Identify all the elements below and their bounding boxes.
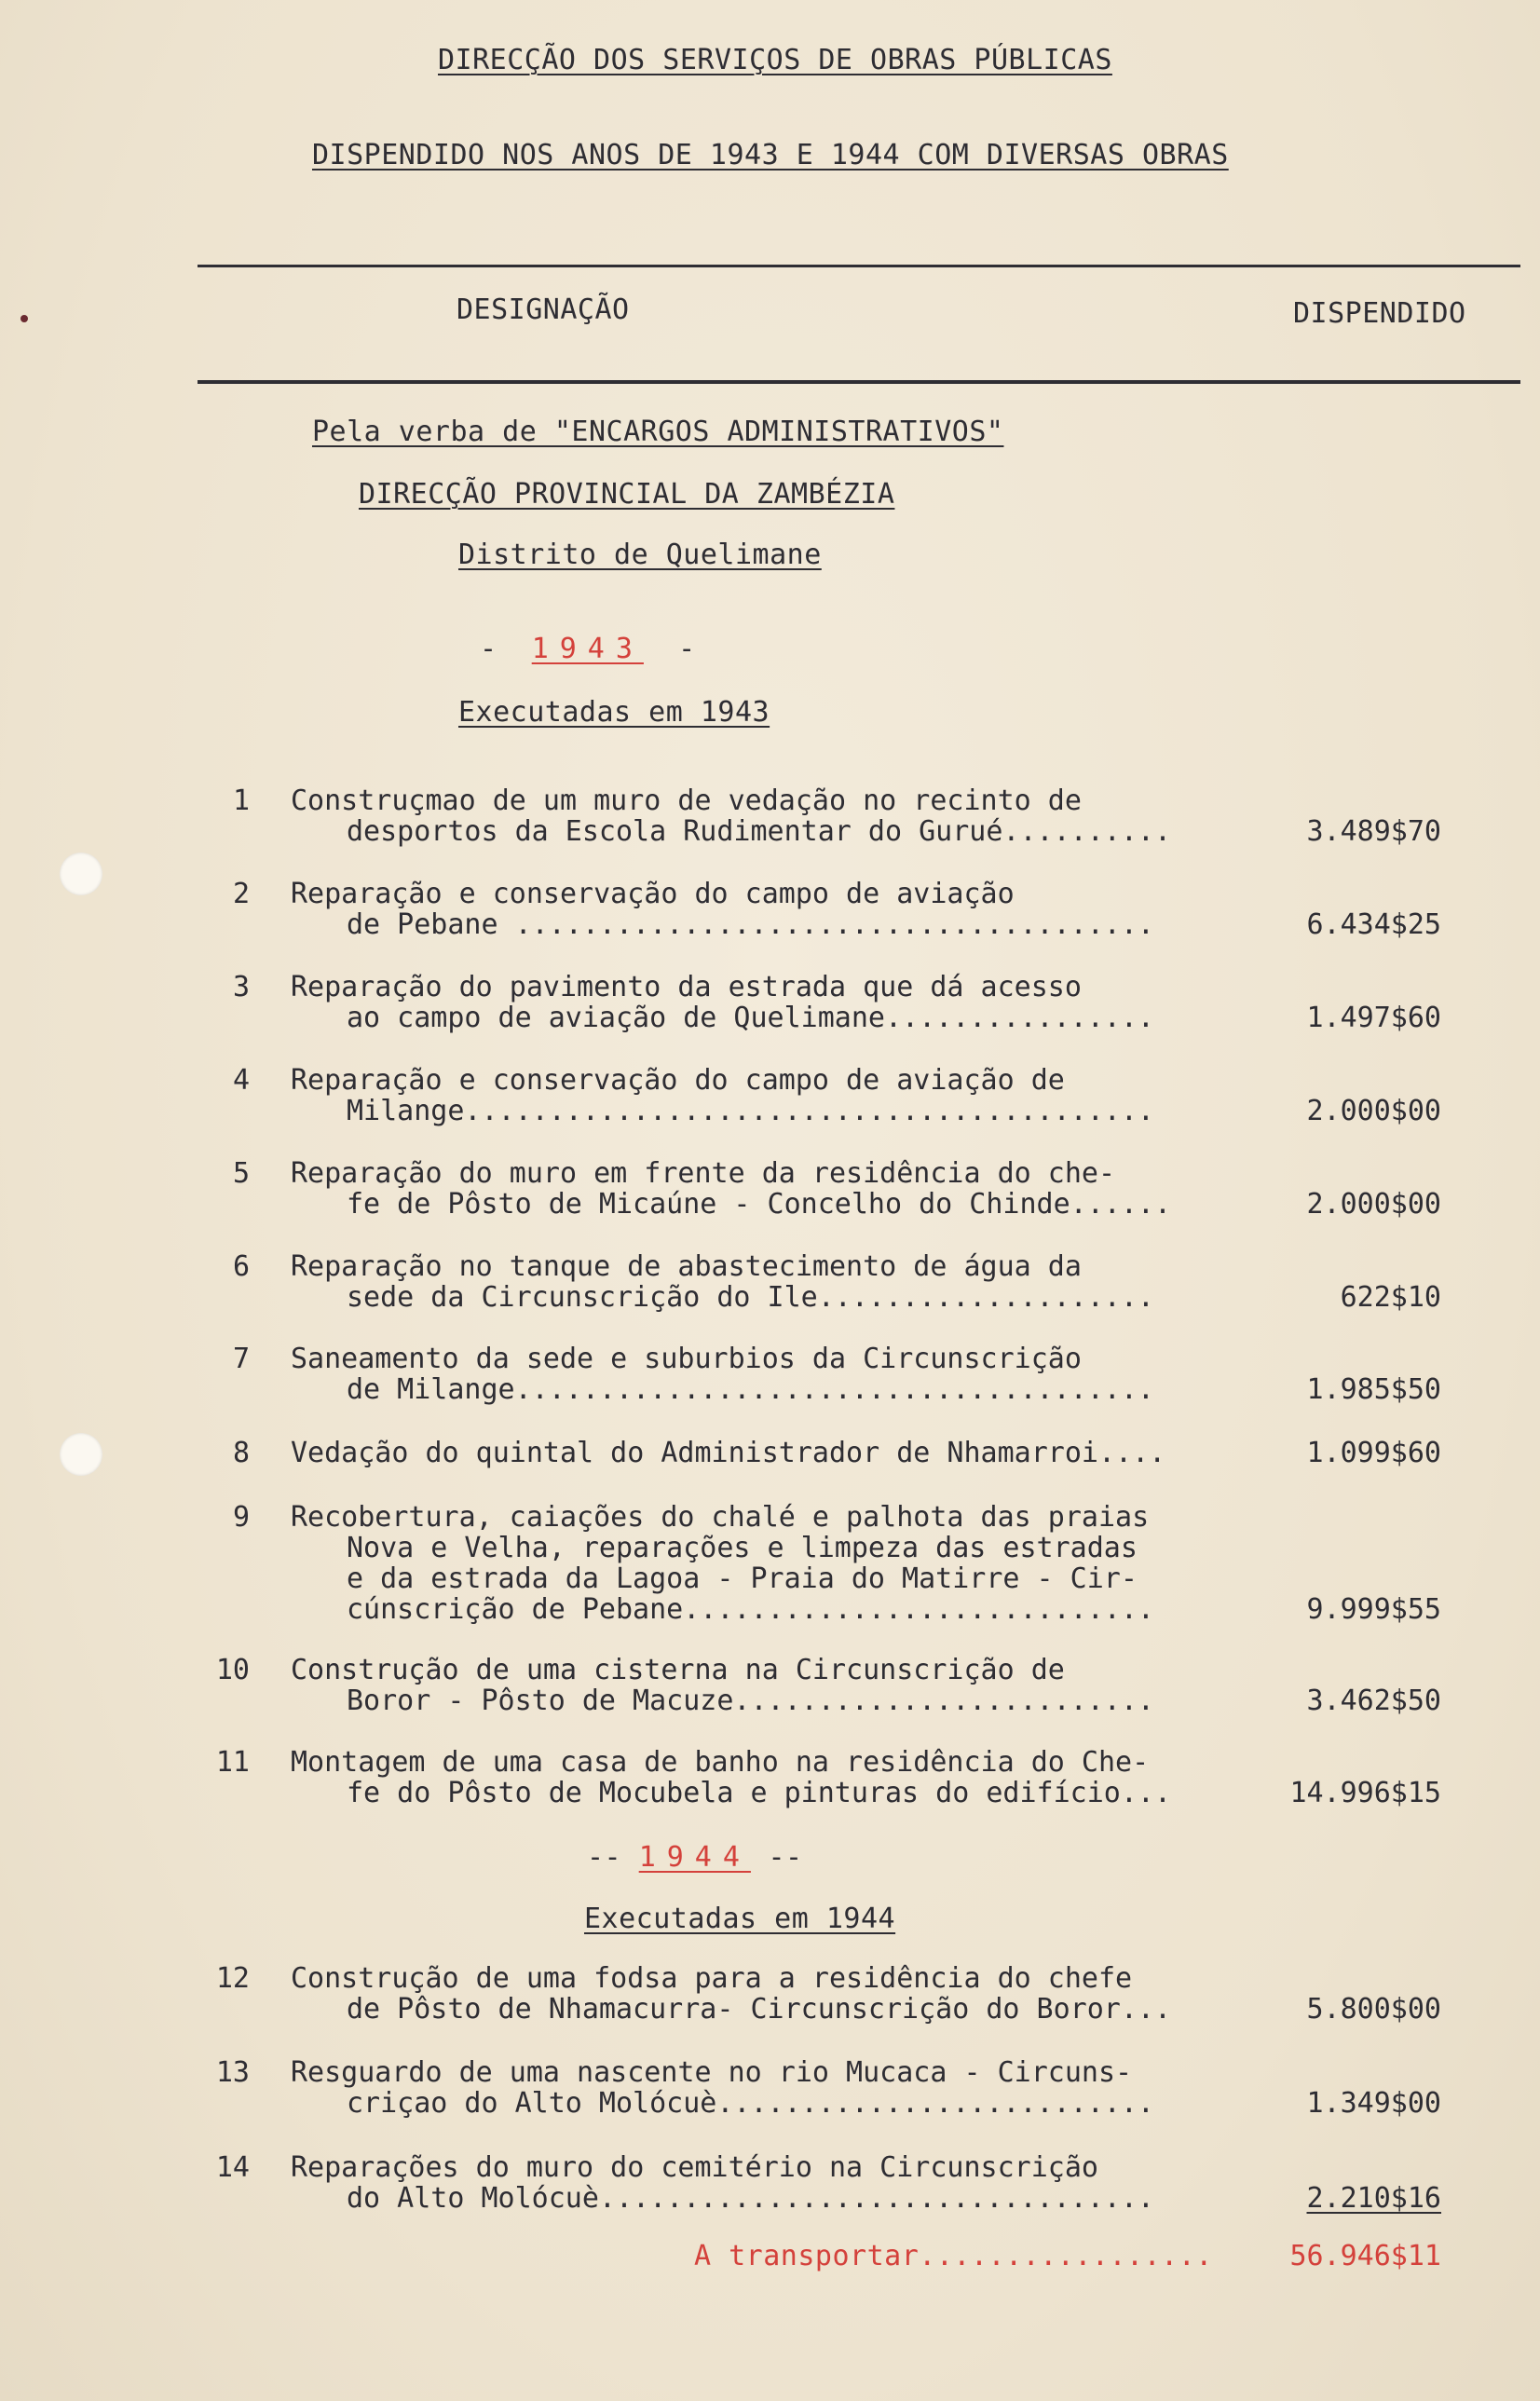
item-description-line: sede da Circunscrição do Ile.................... — [347, 1281, 1154, 1314]
item-description-line: Boror - Pôsto de Macuze......................... — [347, 1685, 1154, 1717]
executed-1943-label: Executadas em 1943 — [458, 696, 770, 729]
section-distrito: Distrito de Quelimane — [458, 539, 822, 571]
item-amount: 3.462$50 — [1306, 1685, 1441, 1717]
year-1944-heading — [587, 1842, 803, 1874]
item-amount: 2.000$00 — [1306, 1095, 1441, 1127]
item-description-line: Montagem de uma casa de banho na residência do Che- — [291, 1746, 1150, 1779]
item-number: 9 — [232, 1501, 250, 1534]
item-number: 6 — [232, 1250, 250, 1283]
item-description-line: Reparação do muro em frente da residência do che- — [291, 1157, 1116, 1190]
item-amount: 1.985$50 — [1306, 1373, 1441, 1406]
item-number: 12 — [215, 1962, 250, 1995]
item-description-line: e da estrada da Lagoa - Praia do Matirre - Cir- — [347, 1562, 1138, 1595]
item-number: 14 — [215, 2151, 250, 2184]
item-number: 3 — [232, 971, 250, 1003]
item-description-line: Construção de uma cisterna na Circunscrição de — [291, 1654, 1065, 1686]
item-number: 7 — [232, 1343, 250, 1375]
year-dash-right: -- — [768, 1841, 803, 1874]
year-1944: 1944 — [638, 1841, 751, 1874]
item-description-line: desportos da Escola Rudimentar do Gurué.......... — [347, 815, 1172, 848]
year-1943-heading — [480, 634, 696, 665]
item-description-line: Recobertura, caiações do chalé e palhota das praias — [291, 1501, 1150, 1534]
year-dash-left: - — [480, 633, 497, 665]
item-description-line: de Pôsto de Nhamacurra- Circunscrição do Boror... — [347, 1993, 1172, 2026]
item-description-line: fe do Pôsto de Mocubela e pinturas do edifício... — [347, 1777, 1172, 1809]
item-description-line: Vedação do quintal do Administrador de Nhamarroi.... — [291, 1437, 1166, 1469]
item-description-line: do Alto Molócuè................................. — [347, 2182, 1154, 2215]
document-subtitle: DISPENDIDO NOS ANOS DE 1943 E 1944 COM DIVERSAS OBRAS — [312, 139, 1229, 171]
year-dash-right: - — [678, 633, 696, 665]
item-description-line: Construçmao de um muro de vedação no recinto de — [291, 784, 1082, 817]
document-title: DIRECÇÃO DOS SERVIÇOS DE OBRAS PÚBLICAS — [438, 44, 1112, 76]
item-amount: 2.000$00 — [1306, 1188, 1441, 1221]
item-description-line: Nova e Velha, reparações e limpeza das estradas — [347, 1532, 1138, 1564]
item-amount: 1.497$60 — [1306, 1002, 1441, 1034]
section-direccao: DIRECÇÃO PROVINCIAL DA ZAMBÉZIA — [359, 478, 895, 511]
carry-forward-label: A transportar................. — [694, 2240, 1213, 2272]
item-description-line: Reparação do pavimento da estrada que dá acesso — [291, 971, 1082, 1003]
item-number: 2 — [232, 878, 250, 910]
item-description-line: cúnscrição de Pebane............................ — [347, 1593, 1154, 1626]
item-number: 10 — [215, 1654, 250, 1686]
item-amount: 622$10 — [1340, 1281, 1441, 1314]
item-description-line: criçao do Alto Molócuè.......................... — [347, 2087, 1154, 2120]
year-1943: 1943 — [531, 633, 644, 665]
section-verba: Pela verba de "ENCARGOS ADMINISTRATIVOS" — [312, 416, 1004, 448]
item-description-line: Resguardo de uma nascente no rio Mucaca - Circuns- — [291, 2056, 1133, 2089]
item-number: 1 — [232, 784, 250, 817]
punch-hole — [60, 1433, 102, 1476]
item-number: 8 — [232, 1437, 250, 1469]
item-amount: 9.999$55 — [1306, 1593, 1441, 1626]
item-description-line: Construção de uma fodsa para a residência do chefe — [291, 1962, 1133, 1995]
punch-hole — [60, 853, 102, 895]
item-description-line: fe de Pôsto de Micaúne - Concelho do Chinde...... — [347, 1188, 1172, 1221]
item-amount: 1.349$00 — [1306, 2087, 1441, 2120]
item-number: 13 — [215, 2056, 250, 2089]
item-amount: 1.099$60 — [1306, 1437, 1441, 1469]
column-header-spent: DISPENDIDO — [1293, 297, 1466, 330]
item-description-line: Reparações do muro do cemitério na Circunscrição — [291, 2151, 1098, 2184]
item-description-line: de Pebane ...................................... — [347, 908, 1154, 941]
item-description-line: de Milange...................................... — [347, 1373, 1154, 1406]
item-description-line: ao campo de aviação de Quelimane................ — [347, 1002, 1154, 1034]
ink-dot — [20, 315, 28, 322]
executed-1944-label: Executadas em 1944 — [584, 1903, 896, 1935]
item-description-line: Reparação e conservação do campo de aviação de — [291, 1064, 1065, 1097]
item-number: 11 — [215, 1746, 250, 1779]
column-header-designation: DESIGNAÇÃO — [457, 293, 630, 326]
item-description-line: Saneamento da sede e suburbios da Circunscrição — [291, 1343, 1082, 1375]
item-description-line: Reparação no tanque de abastecimento de água da — [291, 1250, 1082, 1283]
item-description-line: Milange......................................... — [347, 1095, 1154, 1127]
item-amount: 3.489$70 — [1306, 815, 1441, 848]
item-number: 5 — [232, 1157, 250, 1190]
item-amount: 5.800$00 — [1306, 1993, 1441, 2026]
header-rule-top — [198, 265, 1520, 267]
item-number: 4 — [232, 1064, 250, 1097]
item-amount: 6.434$25 — [1306, 908, 1441, 941]
item-description-line: Reparação e conservação do campo de aviação — [291, 878, 1015, 910]
year-dash-left: -- — [587, 1841, 622, 1874]
carry-forward-amount: 56.946$11 — [1289, 2240, 1441, 2272]
item-amount: 2.210$16 — [1306, 2182, 1441, 2215]
item-amount: 14.996$15 — [1289, 1777, 1441, 1809]
header-rule-bottom — [198, 380, 1520, 384]
